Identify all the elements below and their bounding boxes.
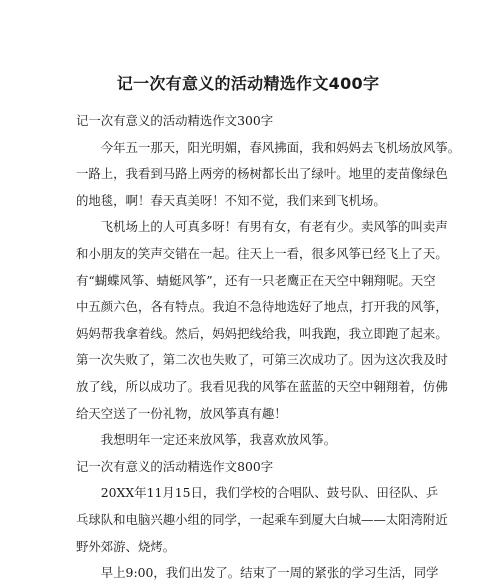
document-body <box>76 108 461 587</box>
text-line: 第一次失败了，第二次也失败了，可第三次成功了。因为这次我及时 <box>76 352 448 368</box>
text-line: 记一次有意义的活动精选作文300字 <box>76 113 274 128</box>
text-line: 中五颜六色，各有特点。我迫不急待地选好了地点，打开我的风筝， <box>76 299 448 315</box>
text-line: 妈妈帮我拿着线。然后，妈妈把线给我，叫我跑，我立即跑了起来。 <box>76 325 448 341</box>
text-line: 早上9:00，我们出发了。结束了一周的紧张的学习生活，同学 <box>76 565 439 581</box>
text-line: 给天空送了一份礼物，放风筝真有趣！ <box>76 405 287 421</box>
text-line: 的地毯，啊！春天真美呀！不知不觉，我们来到飞机场。 <box>76 192 386 208</box>
text-line: 我想明年一定还来放风筝，我喜欢放风筝。 <box>76 432 337 448</box>
text-line: 今年五一那天，阳光明媚，春风拂面，我和妈妈去飞机场放风筝。 <box>76 139 461 155</box>
text-line: 野外郊游、烧烤。 <box>76 538 176 554</box>
text-line: 20XX年11月15日，我们学校的合唱队、鼓号队、田径队、乒 <box>76 485 439 501</box>
text-line: 和小朋友的笑声交错在一起。往天上一看，很多风筝已经飞上了天。 <box>76 245 448 261</box>
text-line: 有“蝴蝶风筝、蜻蜓风筝”，还有一只老鹰正在天空中翱翔呢。天空 <box>76 272 436 288</box>
text-line: 放了线，所以成功了。我看见我的风筝在蓝蓝的天空中翱翔着，仿佛 <box>76 378 448 394</box>
text-line: 乓球队和电脑兴趣小组的同学，一起乘车到厦大白城——太阳湾附近 <box>76 511 448 527</box>
text-line: 飞机场上的人可真多呀！有男有女，有老有少。卖风筝的叫卖声 <box>76 219 448 235</box>
text-line: 一路上，我看到马路上两旁的杨树都长出了绿叶。地里的麦苗像绿色 <box>76 166 448 182</box>
document-title: 记一次有意义的活动精选作文400字 <box>116 74 380 93</box>
text-line: 记一次有意义的活动精选作文800字 <box>76 458 274 474</box>
